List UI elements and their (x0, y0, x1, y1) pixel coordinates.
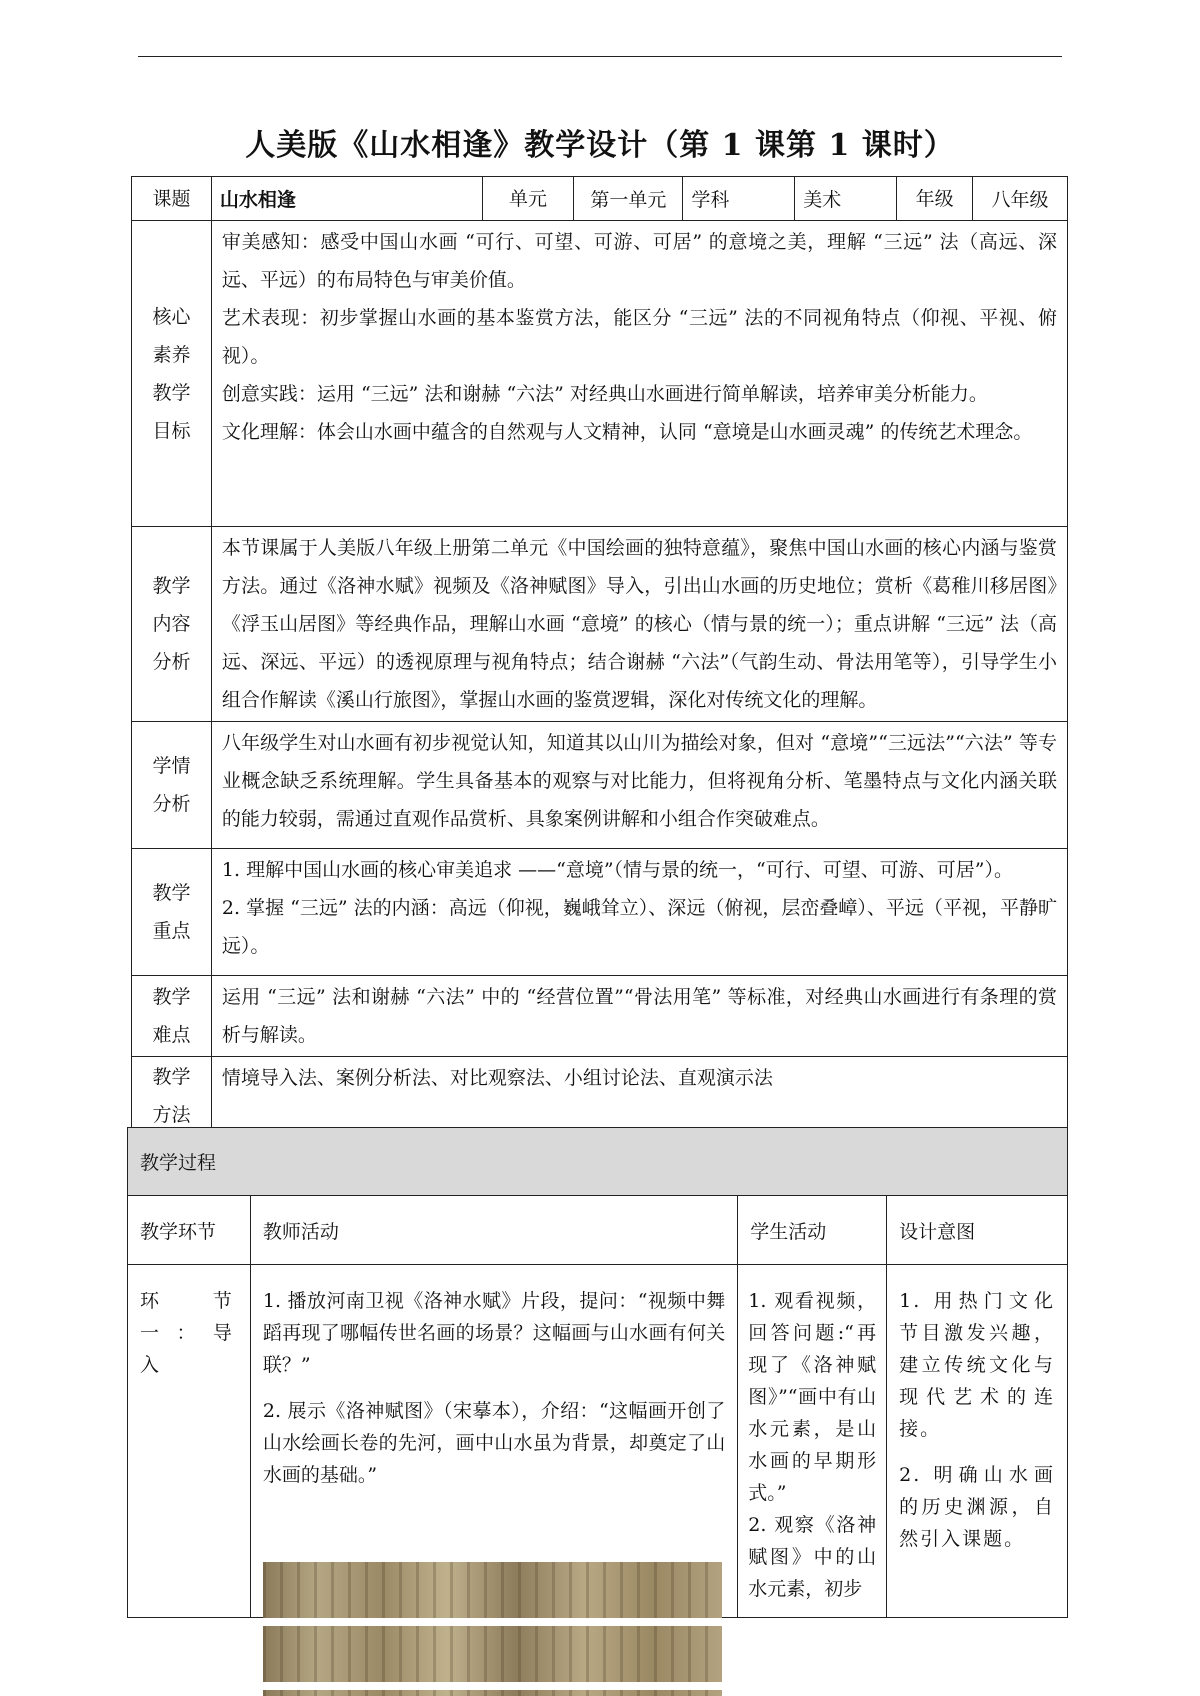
column-header-stage: 教学环节 (128, 1196, 251, 1265)
topic-value: 山水相逢 (211, 177, 482, 221)
learner-analysis-text: 八年级学生对山水画有初步视觉认知，知道其以山川为描绘对象，但对 “意境”“三远法”“六法” 等专业概念缺乏系统理解。学生具备基本的观察与对比能力，但将视角分析、笔墨特点与文化内涵关联的能力较弱，需通过直观作品赏析、具象案例讲解和小组合作突破难点。 (221, 732, 1057, 830)
stage-cell: 环节一：导入 (128, 1265, 251, 1618)
info-row (132, 177, 1068, 221)
section-content-analysis (132, 527, 1068, 722)
goal-culture: 文化理解：体会山水画中蕴含的自然观与人文精神，认同 “意境是山水画灵魂” 的传统艺术理念。 (221, 421, 1033, 443)
topic-label: 课题 (132, 177, 212, 221)
unit-value: 第一单元 (574, 177, 683, 221)
section-body (211, 976, 1067, 1057)
methods-text: 情境导入法、案例分析法、对比观察法、小组讨论法、直观演示法 (221, 1067, 773, 1089)
teacher-activity-1: 1. 播放河南卫视《洛神水赋》片段，提问：“视频中舞蹈再现了哪幅传世名画的场景？这幅画与山水画有何关联？” (262, 1290, 726, 1376)
unit-label: 单元 (482, 177, 574, 221)
teacher-activity-2: 2. 展示《洛神赋图》（宋摹本），介绍：“这幅画开创了山水绘画长卷的先河，画中山水虽为背景，却奠定了山水画的基础。” (262, 1400, 726, 1486)
goal-practice: 创意实践：运用 “三远” 法和谢赫 “六法” 对经典山水画进行简单解读，培养审美分析能力。 (221, 383, 988, 405)
section-label: 教学 重点 (132, 849, 212, 976)
section-body (211, 849, 1067, 976)
section-key-points (132, 849, 1068, 976)
section-body (211, 722, 1067, 849)
header-rule (138, 56, 1062, 57)
column-header-teacher: 教师活动 (250, 1196, 737, 1265)
page-title: 人美版《山水相逢》教学设计（第 1 课第 1 课时） (245, 128, 955, 163)
section-label: 教学 方法 (132, 1057, 212, 1135)
section-label: 学情 分析 (132, 722, 212, 849)
section-body (211, 527, 1067, 722)
subject-value: 美术 (795, 177, 897, 221)
section-core-goals (132, 221, 1068, 527)
design-intent-cell (887, 1265, 1068, 1618)
process-heading: 教学过程 (128, 1128, 1068, 1196)
goal-aesthetic: 审美感知：感受中国山水画 “可行、可望、可游、可居” 的意境之美，理解 “三远” 法（高远、深远、平远）的布局特色与审美价值。 (221, 231, 1057, 291)
grade-label: 年级 (897, 177, 973, 221)
content-analysis-text: 本节课属于人美版八年级上册第二单元《中国绘画的独特意蕴》，聚焦中国山水画的核心内涵与鉴赏方法。通过《洛神水赋》视频及《洛神赋图》导入，引出山水画的历史地位；赏析《葛稚川移居图》《浮玉山居图》等经典作品，理解山水画 “意境” 的核心（情与景的统一）；重点讲解 “三远” 法（高远、深远、平远）的透视原理与视角特点；结合谢赫 “六法”（气韵生动、骨法用笔等），引导学生小组合作解读《溪山行旅图》，掌握山水画的鉴赏逻辑，深化对传统文化的理解。 (221, 537, 1057, 711)
scroll-segment (263, 1690, 722, 1696)
section-body (211, 1057, 1067, 1135)
luoshen-scroll-painting (263, 1562, 722, 1696)
lesson-info-table (131, 176, 1068, 1135)
process-header-row (128, 1196, 1068, 1265)
key-point-1: 1. 理解中国山水画的核心审美追求 ——“意境”（情与景的统一，“可行、可望、可游、可居”）。 (221, 859, 1013, 881)
section-methods (132, 1057, 1068, 1135)
design-intent-2: 2. 明确山水画的历史渊源，自然引入课题。 (899, 1464, 1055, 1550)
student-activity-cell (738, 1265, 887, 1618)
student-activity-1: 1. 观看视频，回答问题:“再现了《洛神赋图》”“画中有山水元素，是山水画的早期形式。” (748, 1290, 877, 1504)
grade-value: 八年级 (973, 177, 1068, 221)
scroll-segment (263, 1626, 722, 1682)
key-point-2: 2. 掌握 “三远” 法的内涵：高远（仰视，巍峨耸立）、深远（俯视，层峦叠嶂）、平远（平视，平静旷远）。 (221, 897, 1057, 957)
teaching-process-table (127, 1127, 1068, 1618)
subject-label: 学科 (683, 177, 795, 221)
section-learner-analysis (132, 722, 1068, 849)
column-header-student: 学生活动 (738, 1196, 887, 1265)
goal-expression: 艺术表现：初步掌握山水画的基本鉴赏方法，能区分 “三远” 法的不同视角特点（仰视、平视、俯视）。 (221, 307, 1057, 367)
scroll-segment (263, 1562, 722, 1618)
difficulty-text: 运用 “三远” 法和谢赫 “六法” 中的 “经营位置”“骨法用笔” 等标准，对经典山水画进行有条理的赏析与解读。 (221, 986, 1057, 1046)
section-label: 核心 素养 教学 目标 (132, 221, 212, 527)
student-activity-2: 2. 观察《洛神赋图》中的山水元素，初步 (748, 1514, 877, 1600)
section-label: 教学 内容 分析 (132, 527, 212, 722)
section-body (211, 221, 1067, 527)
section-difficulties (132, 976, 1068, 1057)
section-label: 教学 难点 (132, 976, 212, 1057)
column-header-intent: 设计意图 (887, 1196, 1068, 1265)
design-intent-1: 1. 用热门文化节目激发兴趣，建立传统文化与现代艺术的连接。 (899, 1290, 1055, 1440)
